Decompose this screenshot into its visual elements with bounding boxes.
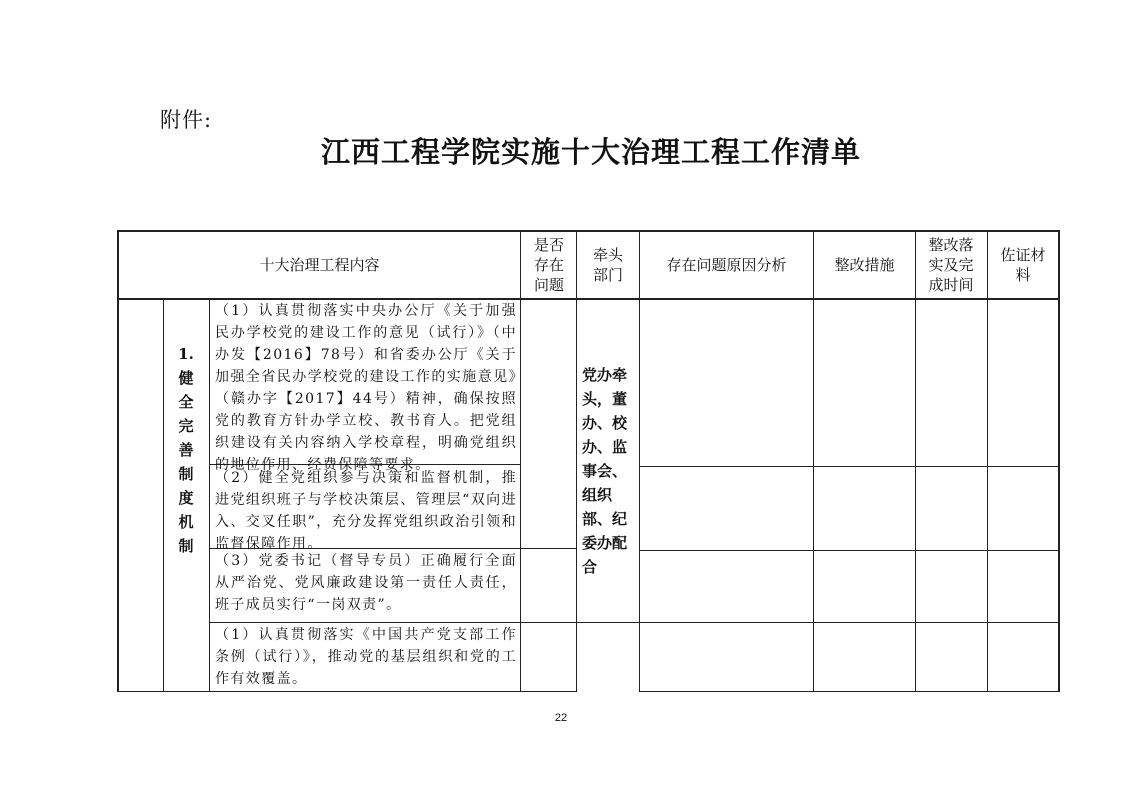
item-text: （1）认真贯彻落实中央办公厅《关于加强民办学校党的建设工作的意见（试行）》（中办发【2016】78号）和省委办公厅《关于加强全省民办学校党的建设工作的实施意见》（赣办字【2017】44号）精神，确保按照党的教育方针办学立校、教书育人。把党组织建设有关内容纳入学校章程，明确党组织的地位作用、经费保障等要求。 (215, 303, 517, 473)
header-cause: 存在问题原因分析 (666, 256, 787, 274)
table-border-right (1058, 230, 1060, 692)
row-divider (640, 550, 1060, 551)
header-has-issue: 是否存在问题 (533, 236, 564, 294)
category-name: 健全完善制度机制 (178, 369, 194, 555)
column-line (520, 230, 521, 692)
header-measures: 整改措施 (834, 256, 895, 274)
table-border-left (117, 230, 119, 692)
table-bottom-line (117, 691, 577, 692)
row-divider (640, 622, 1060, 623)
page-number: 22 (554, 712, 568, 724)
column-line (915, 230, 916, 692)
table-bottom-line (640, 691, 1060, 692)
item-text: （1）认真贯彻落实《中国共产党支部工作条例（试行）》，推动党的基层组织和党的工作有效覆盖。 (215, 627, 517, 687)
lead-dept-cell: 党办牵头，董办、校办、监事会、组织部、纪委办配合 (582, 366, 628, 576)
column-line (163, 299, 164, 692)
column-line (209, 299, 210, 692)
column-line (987, 230, 988, 692)
row-divider (640, 466, 1060, 467)
header-evidence: 佐证材料 (1000, 246, 1046, 284)
document-title: 江西工程学院实施十大治理工程工作清单 (320, 135, 861, 169)
header-content: 十大治理工程内容 (259, 256, 380, 274)
category-cell (176, 342, 196, 558)
header-deadline: 整改落实及完成时间 (928, 236, 974, 294)
category-number: 1. (178, 345, 194, 363)
header-lead-dept: 牵头部门 (592, 246, 623, 284)
item-text: （3）党委书记（督导专员）正确履行全面从严治党、党风廉政建设第一责任人责任，班子成员实行“一岗双责”。 (215, 553, 517, 613)
attachment-label: 附件: (160, 108, 213, 132)
column-line (813, 230, 814, 692)
item-text: （2）健全党组织参与决策和监督机制，推进党组织班子与学校决策层、管理层“双向进入、交叉任职”，充分发挥党组织政治引领和监督保障作用。 (215, 470, 517, 552)
column-line (576, 230, 577, 692)
